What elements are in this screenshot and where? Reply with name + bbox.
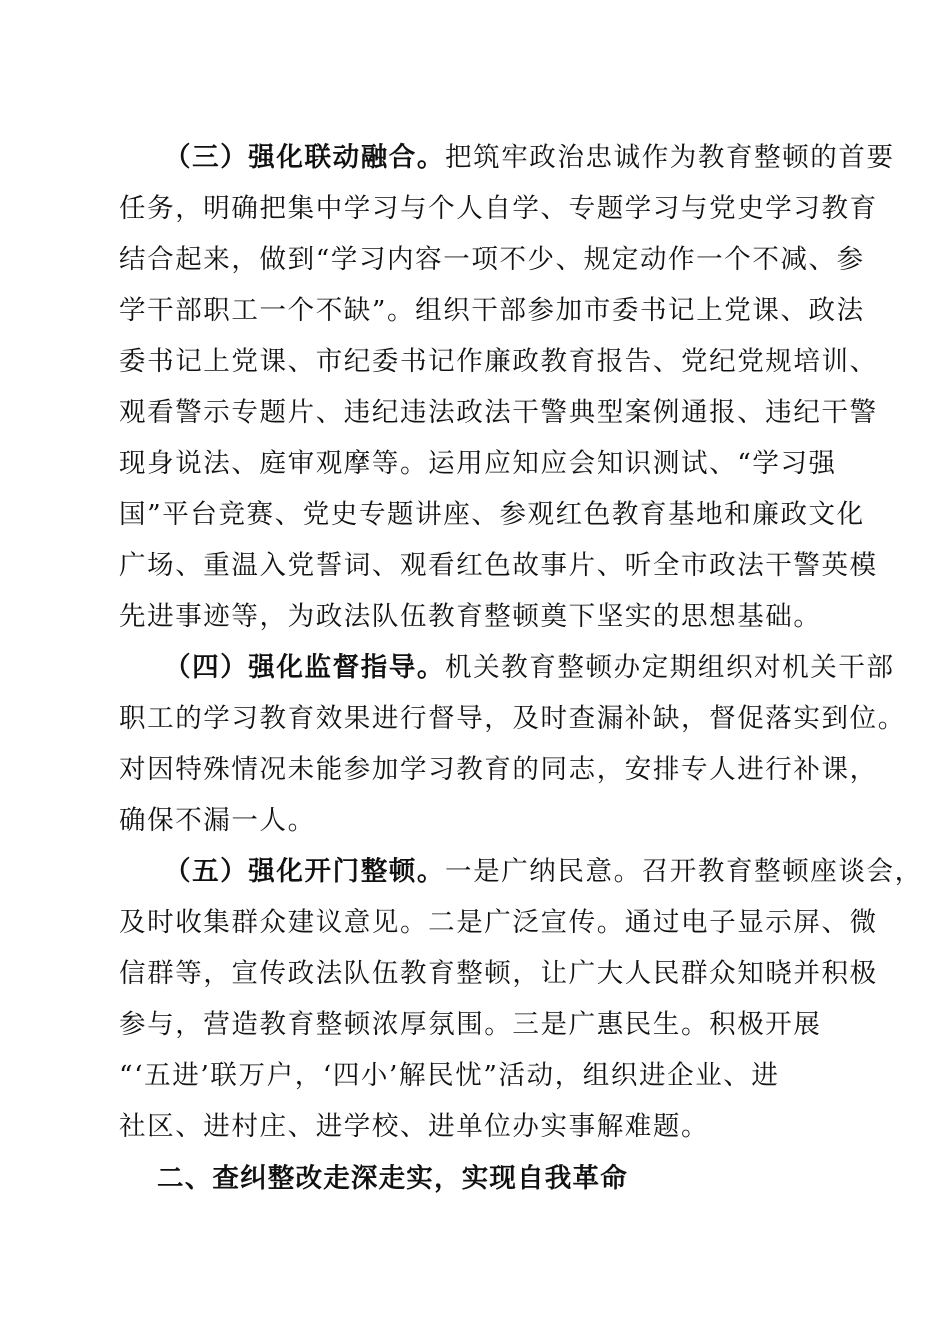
section5-line: 及时收集群众建议意见。二是广泛宣传。通过电子显示屏、微: [119, 907, 878, 938]
section3-line: 观看警示专题片、违纪违法政法干警典型案例通报、违纪干警: [119, 397, 878, 428]
section3-line1-text: 把筑牢政治忠诚作为教育整顿的首要: [445, 142, 895, 173]
section4-line1-text: 机关教育整顿办定期组织对机关干部: [445, 652, 895, 683]
section5-line1-text: 一是广纳民意。召开教育整顿座谈会，: [445, 856, 923, 887]
section-heading-2: 二、查纠整改走深走实，实现自我革命: [157, 1163, 628, 1194]
section3-line: 委书记上党课、市纪委书记作廉政教育报告、党纪党规培训、: [119, 346, 878, 377]
section3-line: 广场、重温入党誓词、观看红色故事片、听全市政法干警英模: [119, 550, 878, 581]
section3-first-line: [164, 138, 895, 178]
section5-line: 参与，营造教育整顿浓厚氛围。三是广惠民生。积极开展: [119, 1009, 822, 1040]
section4-label: （四）强化监督指导。: [164, 652, 445, 683]
section5-first-line: [164, 852, 923, 892]
section4-line: 对因特殊情况未能参加学习教育的同志，安排专人进行补课，: [119, 754, 878, 785]
section3-line: 学干部职工一个不缺”。组织干部参加市委书记上党课、政法: [119, 295, 865, 326]
section3-line: 先进事迹等，为政法队伍教育整顿奠下坚实的思想基础。: [119, 601, 822, 632]
section4-line: 确保不漏一人。: [119, 805, 316, 836]
section3-line: 国”平台竞赛、党史专题讲座、参观红色教育基地和廉政文化: [119, 499, 865, 530]
section5-line: 社区、进村庄、进学校、进单位办实事解难题。: [119, 1111, 710, 1142]
section3-line: 现身说法、庭审观摩等。运用应知应会知识测试、“学习强: [119, 448, 837, 479]
section5-label: （五）强化开门整顿。: [164, 856, 445, 887]
section3-line: 任务，明确把集中学习与个人自学、专题学习与党史学习教育: [119, 193, 878, 224]
section5-line: 信群等，宣传政法队伍教育整顿，让广大人民群众知晓并积极: [119, 958, 878, 989]
section4-line: 职工的学习教育效果进行督导，及时查漏补缺，督促落实到位。: [119, 703, 906, 734]
section4-first-line: [164, 648, 895, 688]
section3-line: 结合起来，做到“学习内容一项不少、规定动作一个不减、参: [119, 244, 865, 275]
section3-label: （三）强化联动融合。: [164, 142, 445, 173]
section5-line: “‘五进’联万户，‘四小’解民忧”活动，组织进企业、进: [119, 1060, 780, 1091]
